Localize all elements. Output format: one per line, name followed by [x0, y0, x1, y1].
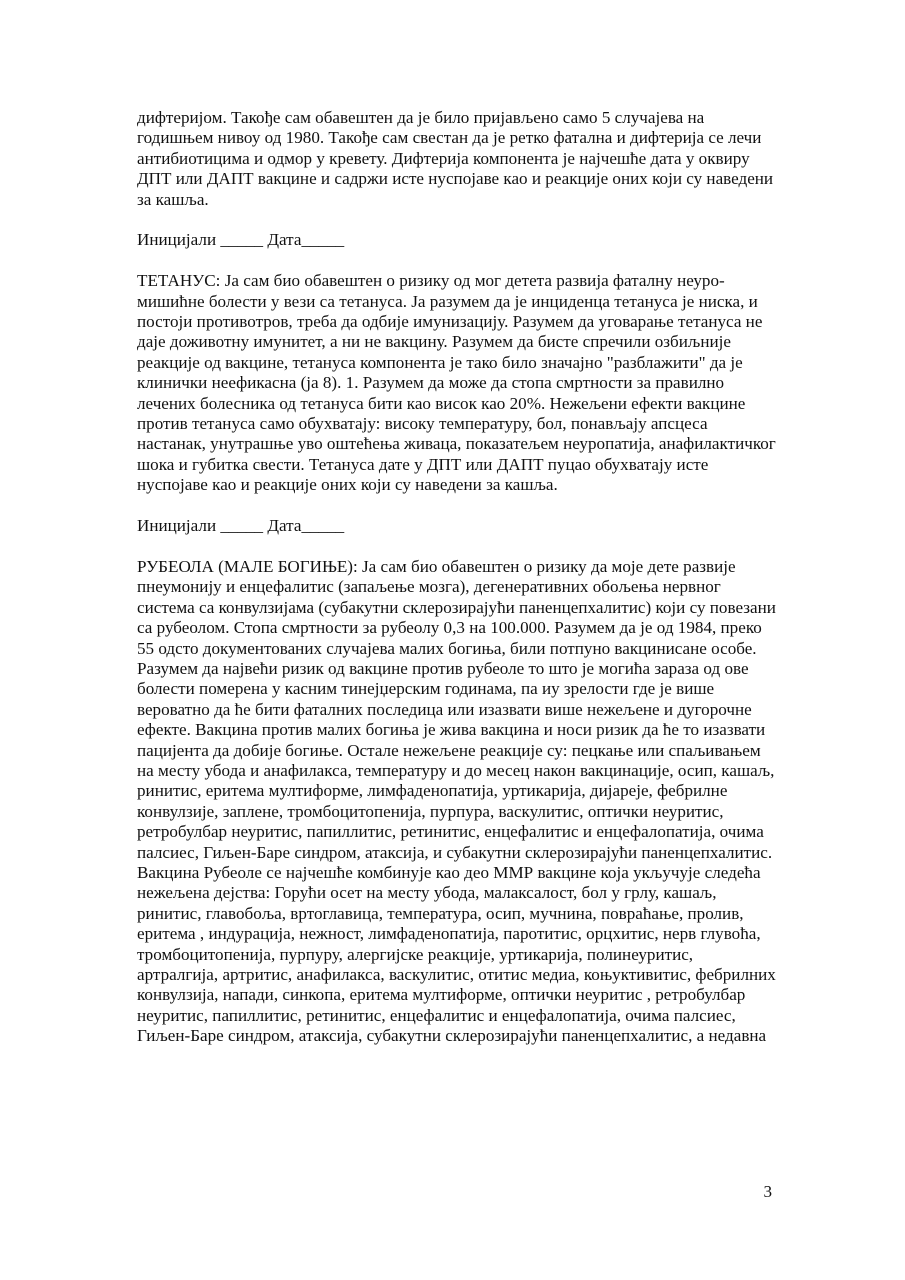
paragraph-diphtheria-continued: дифтеријом. Такође сам обавештен да је било пријављено само 5 случајева на годишњем нивоу од 1980. Такође сам свестан да је ретко фатална и дифтерија се лечи антибиотицима и одмор у кревету. Дифтерија компонента је најчешће дата у оквиру ДПТ или ДАПТ вакцине и садржи исте нуспојаве као и реакције оних који су наведени за кашља.	[137, 108, 774, 209]
paragraph-gap	[137, 210, 777, 230]
paragraph-gap	[137, 251, 777, 271]
paragraph-gap	[137, 536, 777, 556]
page-body	[137, 108, 777, 1047]
paragraph-tetanus: ТЕТАНУС: Ја сам био обавештен о ризику од мог детета развија фаталну неуро-мишићне болести у вези са тетануса. Ја разумем да је инциденца тетануса је ниска, и постоји противотров, треба да одбије имунизацију. Разумем да уговарање тетануса не даје доживотну имунитет, а ни не вакцину. Разумем да бисте спречили озбиљније реакције од вакцине, тетануса компонента је тако било значајно "разблажити" да је клинички неефикасна (ја 8). 1. Разумем да може да стопа смртности за правилно лечених болесника од тетануса бити као висок као 20%. Нежељени ефекти вакцине против тетануса само обухватају: високу температуру, бол, понављају апсцеса настанак, унутрашње уво оштећења живаца, показатељем неуропатија, анафилактичког шока и губитка свести. Тетануса дате у ДПТ или ДАПТ пуцао обухватају исте нуспојаве као и реакције оних који су наведени за кашља.	[137, 271, 776, 495]
page-number: 3	[763, 1182, 772, 1201]
initials-date-line: Иницијали _____ Дата_____	[137, 516, 345, 536]
paragraph-rubeola: РУБЕОЛА (МАЛЕ БОГИЊЕ): Ја сам био обавештен о ризику да моје дете развије пнеумонију и енцефалитис (запаљење мозга), дегенеративних обољења нервног система са конвулзијама (субакутни склерозирајући паненцепхалитис) који су повезани са рубеолом. Стопа смртности за рубеолу 0,3 на 100.000. Разумем да је од 1984, преко 55 одсто документованих случајева малих богиња, били потпуно вакцинисане особе. Разумем да највећи ризик од вакцине против рубеоле то што је могића зараза од ове болести померена у касним тинејџерским годинама, па иу зрелости где је више вероватно да ће бити фаталних последица или изазвати више нежељене и дугорочне ефекте. Вакцина против малих богиња је жива вакцина и носи ризик да ће то изазвати пацијента да добије богиње. Остале нежељене реакције су: пецкање или спаљивањем на месту убода и анафилакса, температуру и до месец након вакцинације, осип, кашаљ, ринитис, еритема мултиформе, лимфаденопатија, уртикарија, дијареје, фебрилне конвулзије, заплене, тромбоцитопенија, пурпура, васкулитис, оптички неуритис, ретробулбар неуритис, папиллитис, ретинитис, енцефалитис и енцефалопатија, очима палсиес, Гиљен-Баре синдром, атаксија, и субакутни склерозирајући паненцепхалитис.	[137, 556, 776, 862]
initials-date-line: Иницијали _____ Дата_____	[137, 230, 345, 250]
paragraph-rubeola-mmr: Вакцина Рубеоле се најчешће комбинује као део ММР вакцине која укључује следећа нежељена дејства: Горући осет на месту убода, малаксалост, бол у грлу, кашаљ, ринитис, главобоља, вртоглавица, температура, осип, мучнина, повраћање, пролив, еритема , индурација, нежност, лимфаденопатија, паротитис, орцхитис, нерв глувоћа, тромбоцитопенија, пурпуру, алергијске реакције, уртикарија, полинеуритис, артралгија, артритис, анафилакса, васкулитис, отитис медиа, коњуктивитис, фебрилних конвулзија, напади, синкопа, еритема мултиформе, оптички неуритис , ретробулбар неуритис, папиллитис, ретинитис, енцефалитис и енцефалопатија, очима палсиес, Гиљен-Баре синдром, атаксија, субакутни склерозирајући паненцепхалитис, а недавна	[137, 862, 776, 1046]
paragraph-gap	[137, 496, 777, 516]
